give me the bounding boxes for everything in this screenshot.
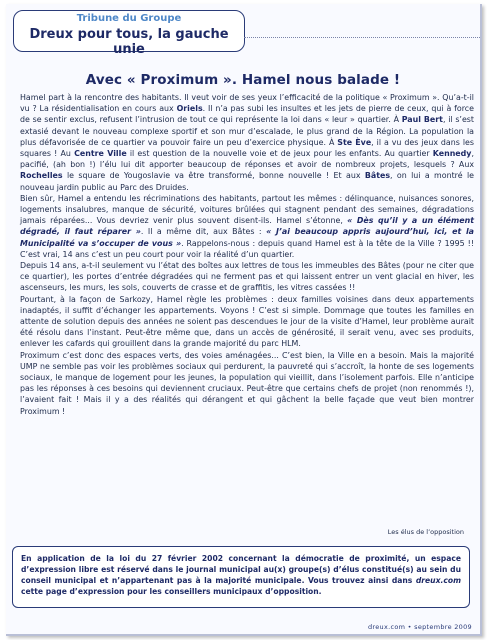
article-body xyxy=(20,92,474,417)
article-headline: Avec « Proximum ». Hamel nous balade ! xyxy=(85,72,401,88)
paragraph-2: Bien sûr, Hamel a entendu les récriminations des habitants, partout les mêmes : délinquance, nuisances sonores, logements insalubres, manque de sécurité, voitures brûlées qui stagnent pendant des semaines, dégradations jamais réparées... Vous devriez venir plus souvent disent-ils. Hamel s’étonne, « Dès qu’il y a un élément dégradé, il faut réparer ». Il a même dit, aux Bâtes : « J’ai beaucoup appris aujourd’hui, ici, et la Municipalité va s’occuper de vous ». Rappelons-nous : depuis quand Hamel est à la tête de la Ville ? 1995 !! C’est vrai, 14 ans c’est un peu court pour voir la réalité d’un quartier. xyxy=(20,193,474,259)
page-footer: dreux.com • septembre 2009 xyxy=(368,623,472,631)
tribune-page xyxy=(6,4,482,636)
header-divider xyxy=(244,37,480,38)
header-title: Tribune du Groupe xyxy=(76,13,182,24)
legal-notice-text: En application de la loi du 27 février 2002 concernant la démocratie de proximité, un espace d’expression libre est réservé dans le journal municipal au(x) groupe(s) d’élus constitué(s) au sein du conseil municipal et n’appartenant pas à la majorité municipale. Vous trouvez ainsi dans dreux.com cette page d’expression pour les conseillers municipaux d’opposition. xyxy=(21,554,461,596)
legal-notice-box xyxy=(12,546,470,608)
paragraph-5: Proximum c’est donc des espaces verts, des voies aménagées... C’est bien, la Ville en a besoin. Mais la majorité UMP ne semble pas voir les problèmes sociaux qui perdurent, la pauvreté qui s’accroît, la honte de ses logements sociaux, le manque de logement pour les jeunes, la population qui vieillit, dans l’isolement parfois. Elle n’anticipe pas les réponses à ces besoins qui deviennent cruciaux. Peut-être que certains chefs de projet (non renommés !), l’avaient fait ! Mais il y a des réalités qui dérangent et qui gâchent la belle façade que veut bien montrer Proximum ! xyxy=(20,350,474,416)
header-subtitle: Dreux pour tous, la gauche unie xyxy=(29,27,229,57)
signature: Les élus de l’opposition xyxy=(387,528,464,536)
group-header xyxy=(13,10,245,57)
paragraph-3: Depuis 14 ans, a-t-il seulement vu l’état des boîtes aux lettres de tous les immeubles des Bâtes (pour ne citer que ce quartier), les portes d’entrée dégradées qui ne ferment pas et qui laissent entrer un vent glacial en hiver, les ascenseurs, les murs, les sols, couverts de crasse et de graffitis, les vitres cassées !! xyxy=(20,261,474,293)
paragraph-1: Hamel part à la rencontre des habitants. Il veut voir de ses yeux l’efficacité de la politique « Proximum ». Qu’a-t-il vu ? La résidentialisation en cours aux Oriels. Il n’a pas subi les insultes et les jets de pierre de ceux, qui à force de se sentir exclus, refusent l’intrusion de tout ce qui représente la loi dans « leur » quartier. À Paul Bert, il s’est extasié devant le nouveau complexe sportif et son mur d’escalade, le plus grand de la Région. La population la plus défavorisée de ce quartier va pouvoir faire un peu d’exercice physique. À Ste Ève, il a vu des jeux dans les squares ! Au Centre Ville il est question de la nouvelle voie et de jeux pour les enfants. Au quartier Kennedy, pacifié, (ah bon !) l’élu lui dit apporter beaucoup de réponses et avoir de nombreux projets, lesquels ? Aux Rochelles le square de Yougoslavie va être transformé, bonne nouvelle ! Et aux Bâtes, on lui a montré le nouveau jardin public au Parc des Druides. xyxy=(20,93,474,192)
paragraph-4: Pourtant, à la façon de Sarkozy, Hamel règle les problèmes : deux familles voisines dans deux appartements inadaptés, il suffit d’échanger les appartements. Voyons ! C’est si simple. Dommage que toutes les familles en attente de solution depuis des années ne soient pas descendues le jour de la visite d’Hamel, leur problème aurait été résolu dans l’instant. Peut-être même que, dans un accès de générosité, il serait venu, avec ses produits, enlever les cafards qui grouillent dans la grande majorité du parc HLM. xyxy=(20,294,474,349)
